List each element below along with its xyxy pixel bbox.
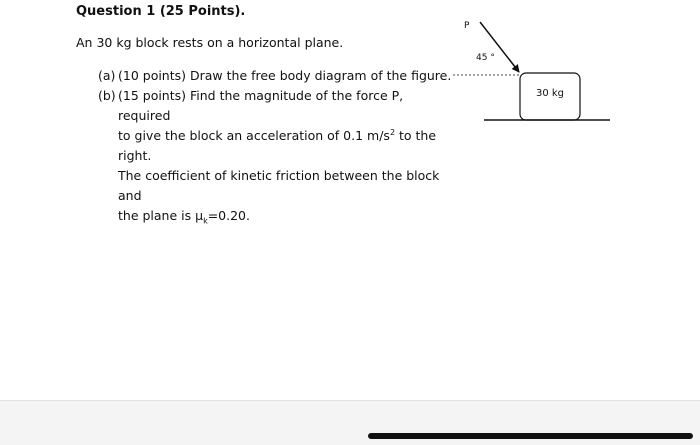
part-a-text: (10 points) Draw the free body diagram of the figure. — [118, 68, 452, 83]
part-b-line1: (15 points) Find the magnitude of the force P, required — [118, 88, 404, 123]
angle-label: 45 ° — [476, 53, 495, 63]
part-b-line4 — [98, 206, 458, 226]
part-b-line2-sup: 2 — [389, 127, 396, 137]
question-parts — [98, 66, 458, 226]
part-b-line4-pre: the plane is μ — [118, 208, 204, 223]
part-b-line2-pre: to give the block an acceleration of 0.1 m/s — [118, 128, 390, 143]
force-arrow — [480, 22, 519, 72]
block-label: 30 kg — [535, 88, 565, 99]
force-label: P — [464, 21, 470, 31]
part-b-line2-post: to the right. — [118, 128, 437, 163]
question-intro: An 30 kg block rests on a horizontal plane. — [76, 35, 344, 50]
block-force-diagram — [440, 10, 620, 130]
part-b — [98, 86, 458, 126]
part-a — [98, 66, 458, 86]
part-b-label: (b) — [98, 88, 116, 103]
part-a-label: (a) — [98, 68, 116, 83]
scroll-indicator[interactable] — [368, 433, 693, 439]
part-b-line4-sub: k — [203, 216, 208, 226]
question-title: Question 1 (25 Points). — [76, 4, 246, 19]
part-b-line2 — [98, 126, 458, 166]
part-b-line4-post: =0.20. — [207, 208, 250, 223]
part-b-line3: The coefficient of kinetic friction between the block and — [118, 168, 440, 203]
